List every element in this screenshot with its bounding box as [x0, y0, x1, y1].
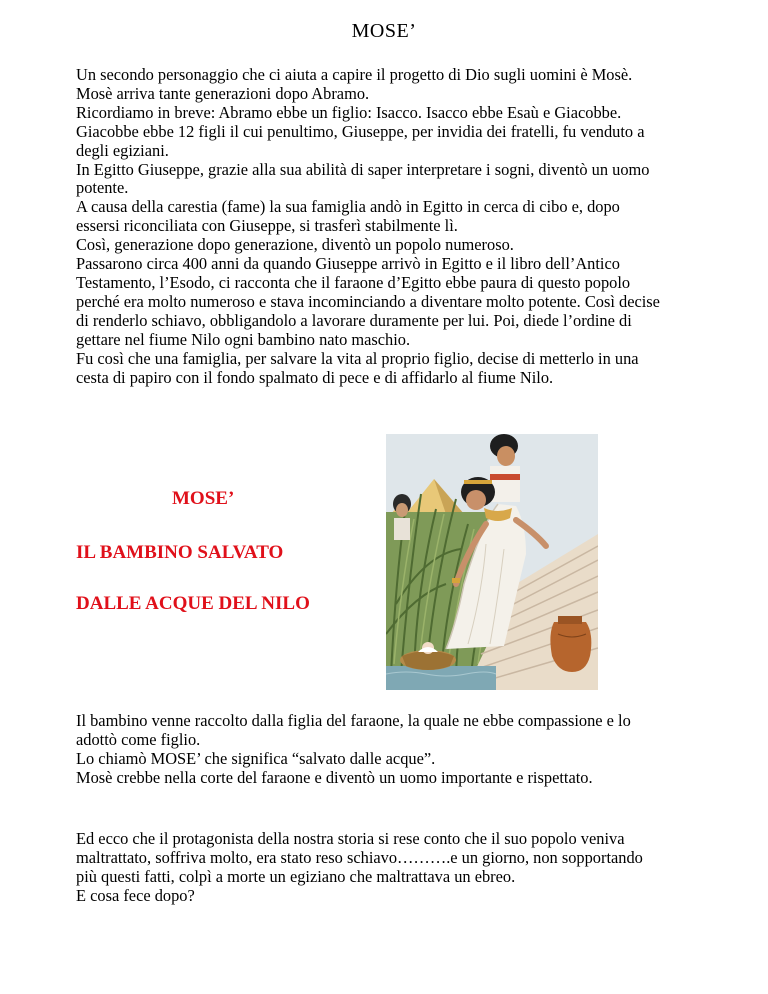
text-line: più questi fatti, colpì a morte un egiziano che maltrattava un ebreo. [76, 866, 516, 886]
text-line: Testamento, l’Esodo, ci racconta che il faraone d’Egitto ebbe paura di questo popolo [76, 272, 631, 292]
protagonist-paragraph [76, 830, 716, 906]
text-line: maltrattato, soffriva molto, era stato reso schiavo……….e un giorno, non sopportando [76, 847, 643, 867]
text-line: Fu così che una famiglia, per salvare la vita al proprio figlio, decise di metterlo in una [76, 348, 639, 368]
text-line: Lo chiamò MOSE’ che significa “salvato dalle acque”. [76, 748, 436, 768]
text-line: Passarono circa 400 anni da quando Giuseppe arrivò in Egitto e il libro dell’Antico [76, 254, 620, 274]
intro-paragraph [76, 66, 716, 387]
text-line: Ed ecco che il protagonista della nostra storia si rese conto che il suo popolo veniva [76, 829, 625, 848]
text-line: Il bambino venne raccolto dalla figlia del faraone, la quale ne ebbe compassione e lo [76, 711, 631, 730]
text-line: adottò come figlio. [76, 729, 201, 749]
text-line: potente. [76, 178, 129, 198]
text-line: degli egiziani. [76, 140, 169, 160]
heading-mose: MOSE’ [172, 488, 235, 509]
heading-bambino-salvato: IL BAMBINO SALVATO [76, 542, 284, 563]
text-line: Mosè arriva tante generazioni dopo Abramo. [76, 83, 370, 103]
rescue-paragraph [76, 712, 716, 788]
page-title: MOSE’ [351, 20, 417, 42]
text-line: di renderlo schiavo, obbligandolo a lavorare duramente per lui. Poi, diede l’ordine di [76, 310, 632, 330]
text-line: Giacobbe ebbe 12 figli il cui penultimo, Giuseppe, per invidia dei fratelli, fu venduto a [76, 121, 645, 141]
text-line: Così, generazione dopo generazione, diventò un popolo numeroso. [76, 235, 514, 255]
text-line: In Egitto Giuseppe, grazie alla sua abilità di saper interpretare i sogni, diventò un uomo [76, 159, 650, 179]
text-line: perché era molto numeroso e stava incominciando a diventare molto potente. Così decise [76, 291, 660, 311]
text-line: essersi riconciliata con Giuseppe, si trasferì stabilmente lì. [76, 216, 458, 236]
text-line: Mosè crebbe nella corte del faraone e diventò un uomo importante e rispettato. [76, 767, 593, 787]
text-line: Ricordiamo in breve: Abramo ebbe un figlio: Isacco. Isacco ebbe Esaù e Giacobbe. [76, 102, 622, 122]
text-line: gettare nel fiume Nilo ogni bambino nato maschio. [76, 329, 411, 349]
heading-acque-del-nilo: DALLE ACQUE DEL NILO [76, 593, 310, 614]
text-line: A causa della carestia (fame) la sua famiglia andò in Egitto in cerca di cibo e, dopo [76, 197, 620, 217]
moses-basket-illustration [386, 434, 598, 690]
text-line: Un secondo personaggio che ci aiuta a capire il progetto di Dio sugli uomini è Mosè. [76, 65, 633, 84]
text-line: cesta di papiro con il fondo spalmato di pece e di affidarlo al fiume Nilo. [76, 367, 554, 387]
text-line: E cosa fece dopo? [76, 885, 195, 905]
